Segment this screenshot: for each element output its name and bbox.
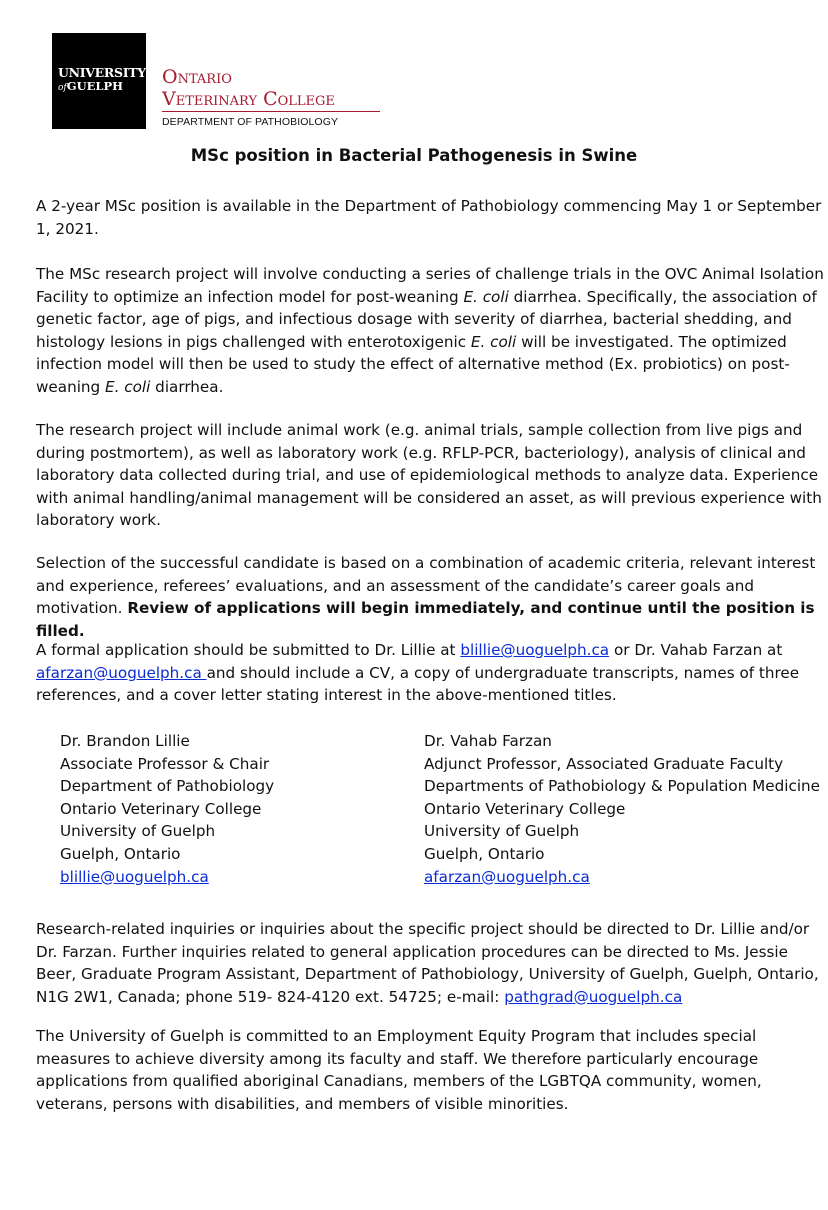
project-text-2: diarrhea. Specifically, the association of genetic factor, age of pigs, and infectious dosage with severity of diarrhea, bacterial shedding, and histology lesions in pigs challenged with enterotoxigenic [36, 287, 817, 351]
application-text-1: A formal application should be submitted to Dr. Lillie at [36, 641, 461, 659]
application-text-3: and should include a CV, a copy of undergraduate transcripts, names of three references, and a cover letter stating interest in the above-mentioned titles. [36, 663, 800, 705]
contact-block-lillie [60, 730, 274, 888]
application-text-2: or Dr. Vahab Farzan at [609, 641, 783, 659]
equity-paragraph: The University of Guelph is committed to an Employment Equity Program that includes special measures to achieve diversity among its faculty and staff. We therefore particularly encourage applications from qualified aboriginal Canadians, members of the LGBTQA community, women, veterans, persons with disabilities, and members of visible minorities. [36, 1027, 762, 1113]
page-title: MSc position in Bacterial Pathogenesis in Swine [190, 146, 638, 165]
work-paragraph: The research project will include animal work (e.g. animal trials, sample collection from live pigs and during postmortem), as well as laboratory work (e.g. RFLP-PCR, bacteriology), analysis of clinical and laboratory data collected during trial, and use of epidemiological methods to analyze data. Experience with animal handling/animal management will be considered an asset, as will previous experience with laboratory work. [36, 421, 822, 530]
contact-college: Ontario Veterinary College [60, 799, 262, 818]
contact-city: Guelph, Ontario [60, 844, 181, 863]
application-paragraph [36, 639, 826, 707]
ecoli-term: E. coli [470, 332, 517, 351]
project-text-1: The MSc research project will involve conducting a series of challenge trials in the OVC Animal Isolation Facility to optimize an infection model for post-weaning [36, 265, 824, 306]
university-logo [52, 33, 146, 129]
contact-role: Associate Professor & Chair [60, 754, 270, 773]
contact-university: University of Guelph [60, 822, 216, 841]
selection-paragraph [36, 552, 826, 642]
logo-guelph: GUELPH [66, 79, 123, 93]
department-heading: DEPARTMENT OF PATHOBIOLOGY [162, 116, 339, 128]
farzan-email-link[interactable]: afarzan@uoguelph.ca [36, 663, 207, 682]
intro-paragraph: A 2-year MSc position is available in the Department of Pathobiology commencing May 1 or September 1, 2021. [36, 197, 822, 238]
contact-name: Dr. Brandon Lillie [60, 732, 190, 750]
contact-email-link[interactable]: afarzan@uoguelph.ca [424, 867, 590, 886]
contact-city: Guelph, Ontario [424, 844, 545, 863]
contact-university: University of Guelph [424, 822, 580, 841]
logo-line-university: UNIVERSITY [58, 65, 146, 80]
contact-department: Department of Pathobiology [60, 777, 275, 796]
ecoli-term: E. coli [105, 377, 151, 396]
contact-email-link[interactable]: blillie@uoguelph.ca [60, 867, 209, 886]
contact-department: Departments of Pathobiology & Population Medicine [424, 777, 821, 796]
contact-block-farzan [424, 730, 820, 888]
pathgrad-email-link[interactable]: pathgrad@uoguelph.ca [504, 987, 683, 1006]
college-name [162, 66, 335, 110]
contact-college: Ontario Veterinary College [424, 799, 626, 818]
selection-text: Selection of the successful candidate is based on a combination of academic criteria, relevant interest and experience, referees’ evaluations, and an assessment of the candidate’s career goals and motivation. [36, 554, 816, 618]
logo-of: of [58, 83, 67, 93]
lillie-email-link[interactable]: blillie@uoguelph.ca [460, 641, 610, 659]
contact-name: Dr. Vahab Farzan [424, 732, 552, 750]
inquiries-paragraph [36, 918, 826, 1008]
project-text-4: diarrhea. [150, 377, 224, 396]
college-line1: Ontario [162, 66, 232, 88]
selection-bold-notice: Review of applications will begin immediately, and continue until the position is filled. [36, 599, 815, 640]
ecoli-term: E. coli [463, 287, 509, 306]
contact-role: Adjunct Professor, Associated Graduate Faculty [424, 754, 784, 773]
inquiries-text: Research-related inquiries or inquiries about the specific project should be directed to Dr. Lillie and/or Dr. Farzan. Further inquiries related to general application procedures can be directed to Ms. Jessie Beer, Graduate Program Assistant, Department of Pathobiology, University of Guelph, Guelph, Ontario, N1G 2W1, Canada; phone 519- 824-4120 ext. 54725; e-mail: [36, 920, 819, 1006]
college-line2: Veterinary College [162, 88, 335, 110]
logo-line-guelph [58, 79, 123, 93]
project-text-3: will be investigated. The optimized infection model will then be used to study the effect of alternative method (Ex. probiotics) on post-weaning [36, 332, 790, 396]
header-divider [162, 111, 380, 112]
project-paragraph [36, 263, 826, 399]
